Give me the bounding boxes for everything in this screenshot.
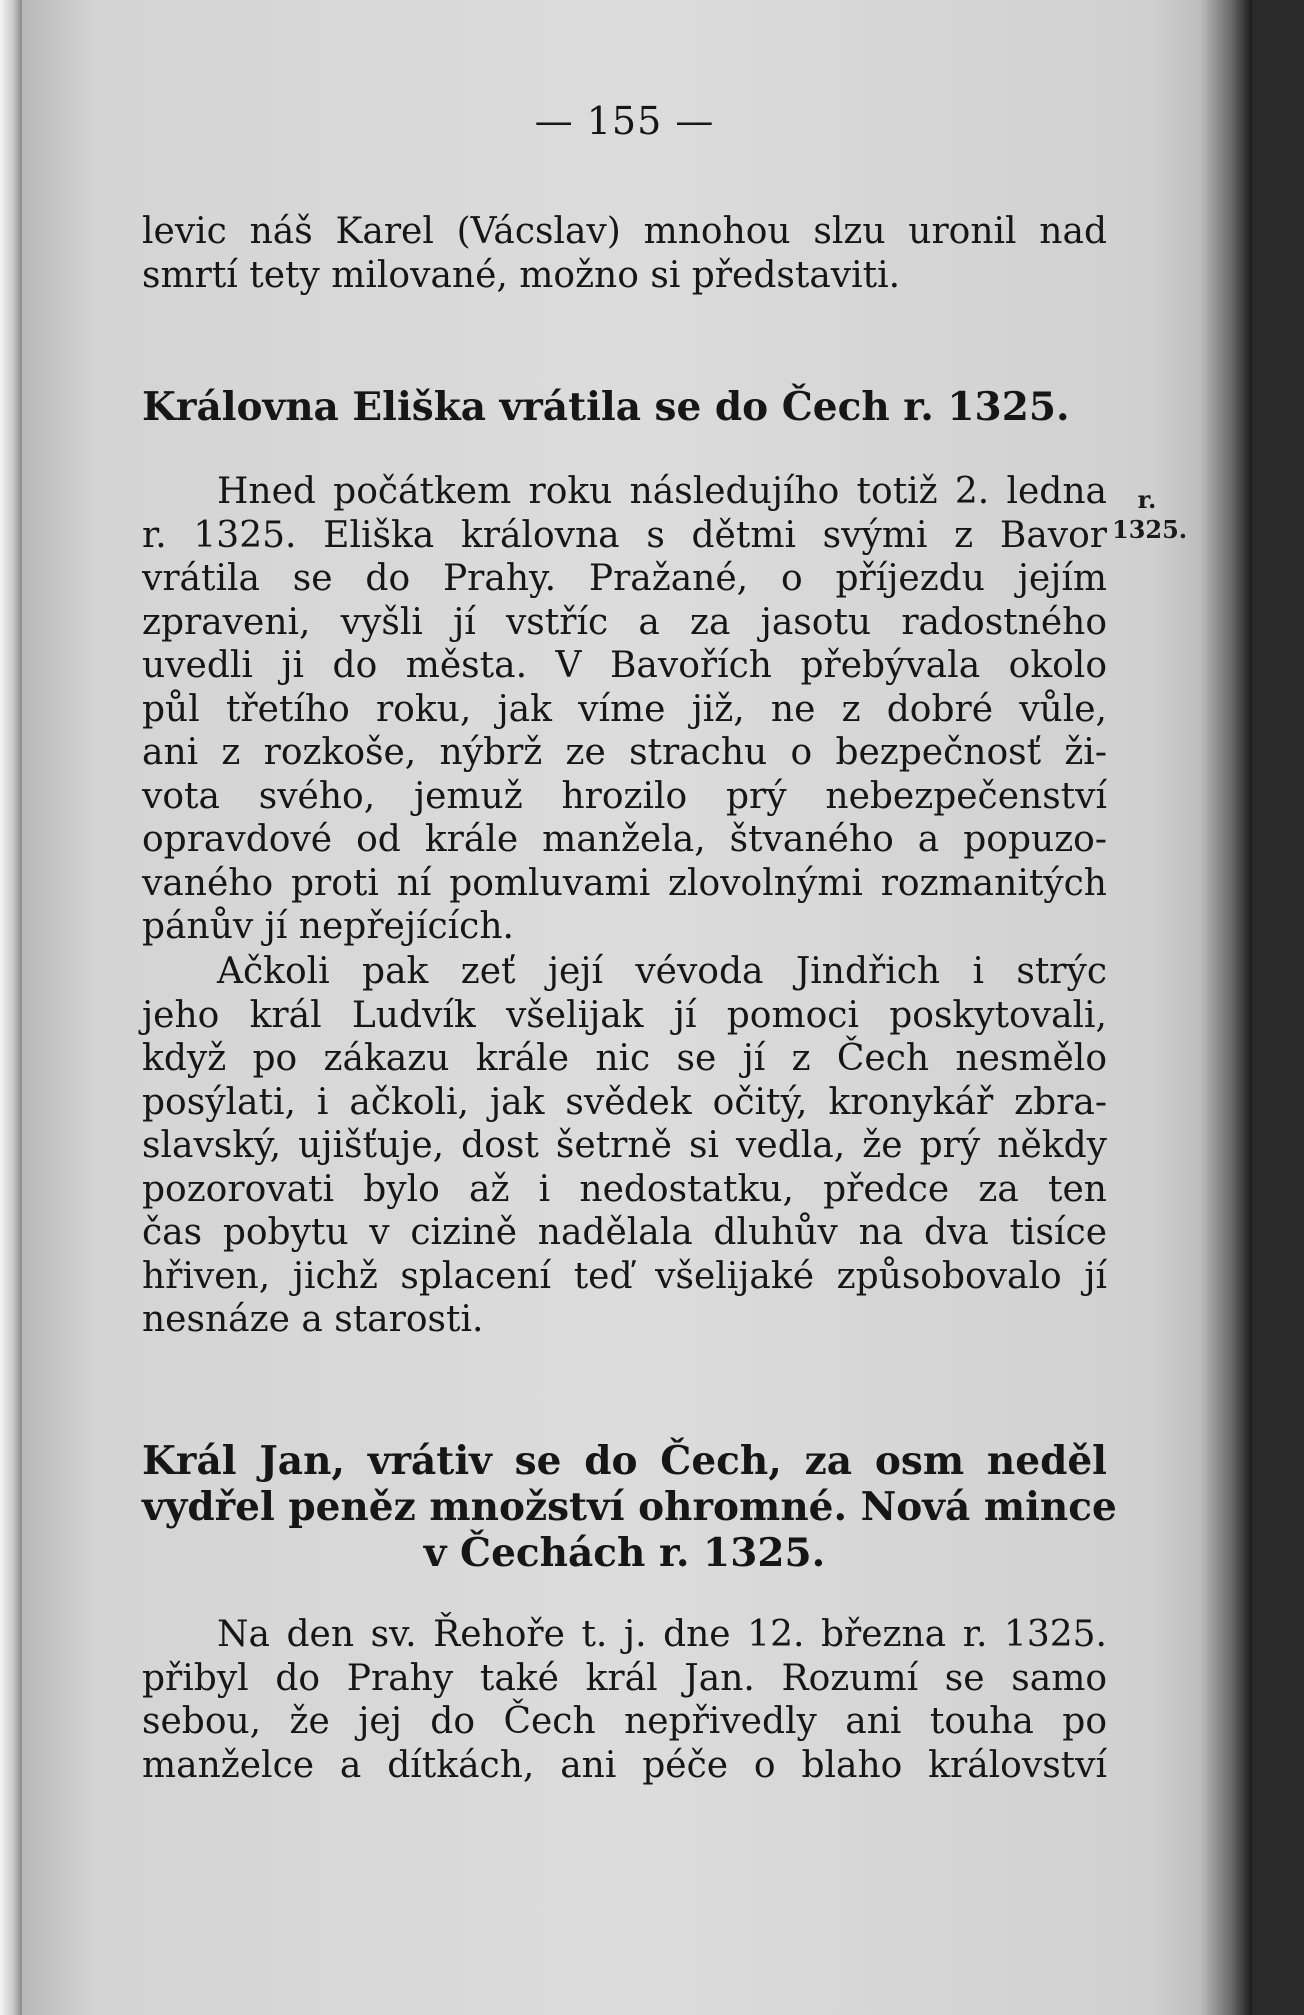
text-line: když po zákazu krále nic se jí z Čech nesmělo (142, 1038, 1107, 1079)
text-line: opravdové od krále manžela, štvaného a popuzo- (142, 819, 1107, 860)
text-line: Na den sv. Řehoře t. j. dne 12. března r. 1325. (217, 1614, 1107, 1655)
text-line: zpraveni, vyšli jí vstříc a za jasotu radostného (142, 601, 1107, 643)
text-line: pozorovati bylo až i nedostatku, předce za ten (142, 1168, 1107, 1210)
text-line: manželce a dítkách, ani péče o blaho království (142, 1744, 1107, 1786)
text-line: sebou, že jej do Čech nepřivedly ani touha po (142, 1701, 1107, 1742)
text-line: posýlati, i ačkoli, jak svědek očitý, kronykář zbra- (142, 1081, 1107, 1123)
book-spine-shadow (0, 0, 22, 2015)
text-line: vota svého, jemuž hrozilo prý nebezpečenství (142, 775, 1107, 817)
paragraph-eliska-return (142, 470, 1107, 949)
text-line: pánův jí nepřejících. (142, 906, 514, 947)
text-line: přibyl do Prahy také král Jan. Rozumí se samo (142, 1657, 1107, 1699)
page-edge-shadow (1200, 0, 1252, 2015)
text-line: nesnáze a starosti. (142, 1299, 484, 1340)
page-number: — 155 — (534, 99, 715, 143)
margin-note-year (1112, 485, 1188, 545)
text-line: levic náš Karel (Vácslav) mnohou slzu uronil nad (142, 211, 1107, 252)
section-heading-eliska (142, 384, 1107, 430)
heading-line: v Čechách r. 1325. (423, 1530, 826, 1576)
text-line: slavský, ujišťuje, dost šetrně si vedla, že prý někdy (142, 1125, 1107, 1166)
section-heading-jan (142, 1438, 1117, 1576)
margin-note-line: 1325. (1112, 515, 1188, 544)
text-line: jeho král Ludvík všelijak jí pomoci poskytovali, (142, 994, 1107, 1036)
margin-note-line: r. (1137, 485, 1157, 514)
intro-paragraph (142, 210, 1107, 297)
text-line: Ačkoli pak zeť její vévoda Jindřich i strýc (217, 951, 1107, 992)
text-line: r. 1325. Eliška královna s dětmi svými z Bavor (142, 514, 1107, 556)
text-line: vrátila se do Prahy. Pražané, o příjezdu jejím (142, 558, 1107, 599)
text-line: uvedli ji do města. V Bavořích přebývala okolo (142, 645, 1107, 686)
text-line: ani z rozkoše, nýbrž ze strachu o bezpečnosť ži- (142, 732, 1107, 773)
heading-line: Královna Eliška vrátila se do Čech r. 1325. (142, 384, 1070, 430)
paragraph-eliska-debts (142, 950, 1107, 1342)
text-line: půl třetího roku, jak víme již, ne z dobré vůle, (142, 688, 1107, 730)
text-line: hřiven, jichž splacení teď všelijaké způsobovalo jí (142, 1255, 1107, 1297)
text-line: smrtí tety milované, možno si představiti. (142, 254, 901, 296)
text-line: vaného proti ní pomluvami zlovolnými rozmanitých (142, 862, 1107, 904)
text-line: čas pobytu v cizině nadělala dluhův na dva tisíce (142, 1212, 1107, 1253)
heading-line: vydřel peněz množství ohromné. Nová mince (142, 1484, 1117, 1530)
text-line: Hned počátkem roku následujího totiž 2. ledna (217, 471, 1107, 512)
book-page (22, 0, 1252, 2015)
paragraph-jan-arrival (142, 1613, 1107, 1787)
heading-line: Král Jan, vrátiv se do Čech, za osm neděl (142, 1438, 1107, 1484)
